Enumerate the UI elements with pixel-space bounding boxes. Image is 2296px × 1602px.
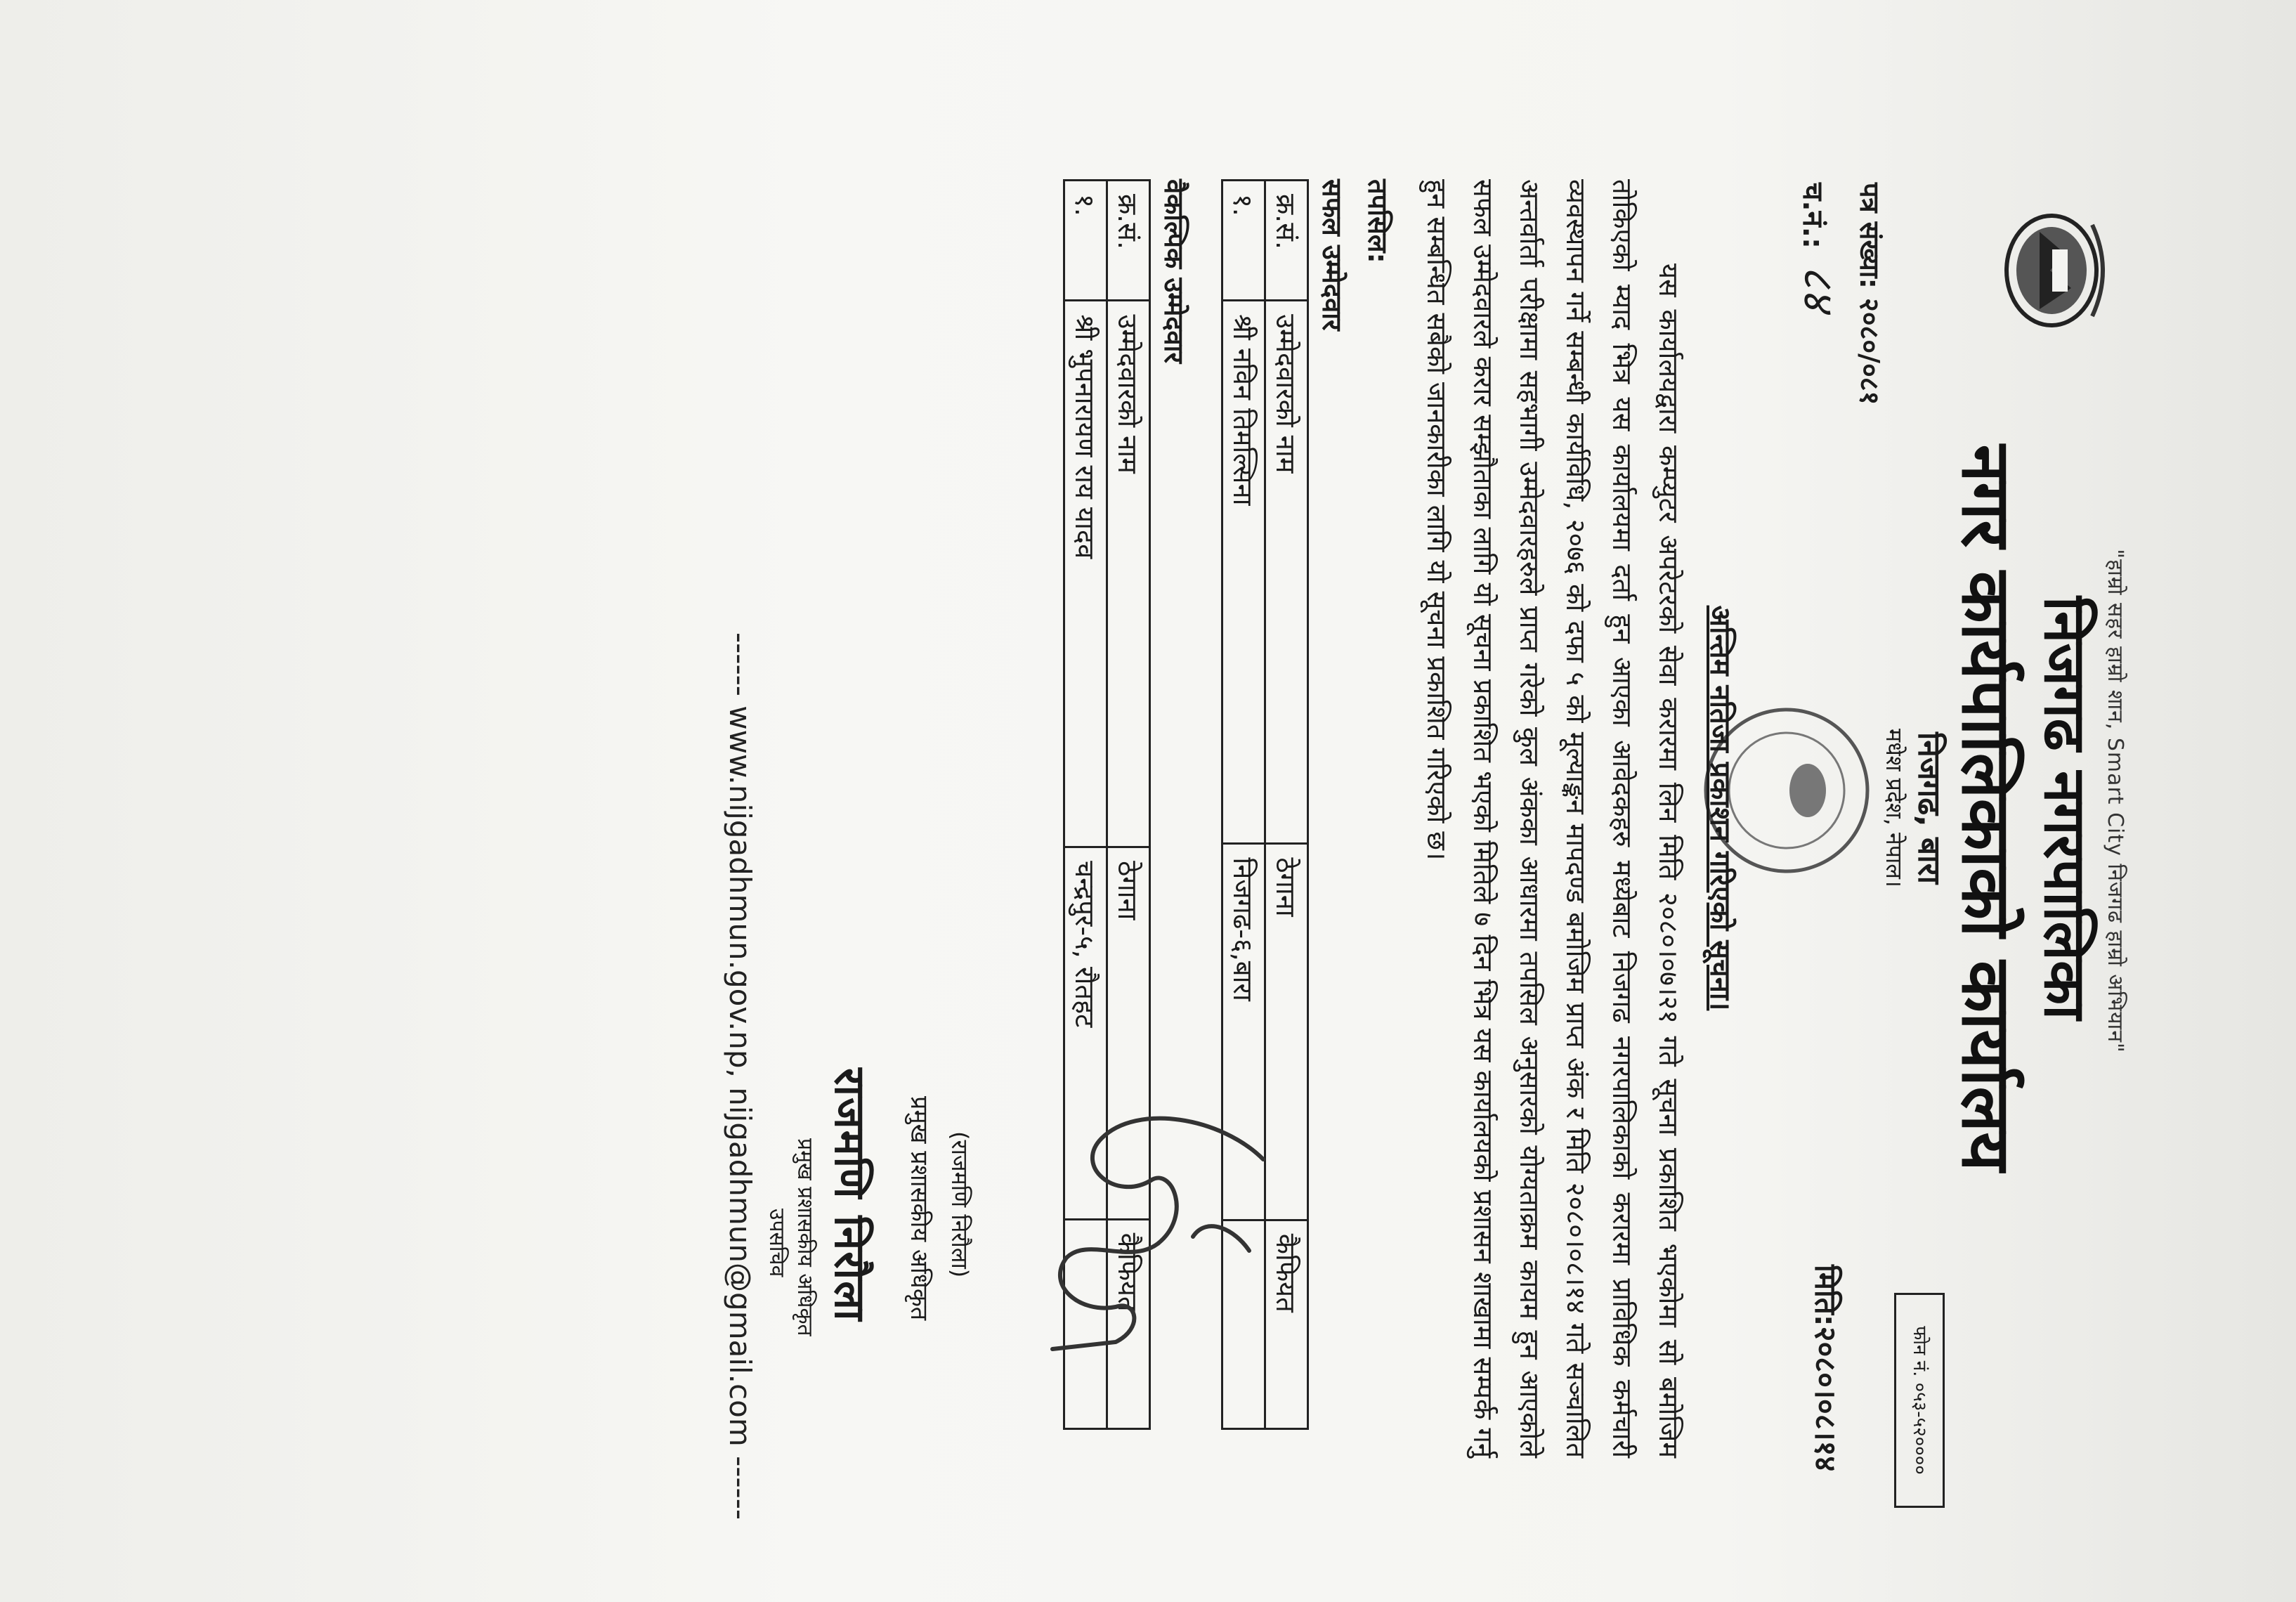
date: मिति:२०८०।०८।१४ xyxy=(1808,1265,1843,1472)
table-header-cell: ठेगाना xyxy=(1107,847,1150,1220)
reference-label: पत्र संख्या: xyxy=(1854,183,1885,289)
notice-subject xyxy=(1702,211,1741,1405)
notice-body: यस कार्यालयद्वारा कम्प्युटर अपरेटरको सेवा करारमा लिन मिति २०८०।०७।२१ गते सूचना प्रकाशित भएकोमा सो बमोजिम तोकिएको म्याद भित्र यस कार्यालयमा दर्ता हुन आएका आवेदकहरु मध्येबाट निजगढ नगरपालिकाको करारमा प्राविधिक कर्मचारी व्यवस्थापन गर्ने सम्बन्धी कार्यविधि, २०७६ को दफा ५ को मूल्याङ्कन मापदण्ड बमोजिम प्राप्त अंक र मिति २०८०।०८।१४ गते सञ्चालित अन्तर्वार्ता परीक्षामा सहभागी उम्मेदवारहरुले प्राप्त गरेको कुल अंकका आधारमा तपसिल अनुसारको योग्यताक्रम कायम हुन आएकोले सफल उम्मेदवारले करार सम्झौताका लागि यो सूचना प्रकाशित भएको मितिले ७ दिन भित्र यस कार्यालयको प्रशासन शाखामा सम्पर्क गर्नु हुन सम्बन्धित सबैको जानकारीका लागि यो सूचना प्रकाशित गरिएको छ। xyxy=(1421,179,1684,1458)
table-header-cell: उम्मेदवारको नाम xyxy=(1107,301,1150,847)
signature-stamp-name: राजमणि निरौला xyxy=(825,1068,874,1322)
phone-box: फोन नं. ०५३-५२०००० xyxy=(1894,1293,1945,1508)
details-heading: तपसिल: xyxy=(1362,179,1393,263)
dispatch-value: ८४ xyxy=(1793,265,1844,311)
table-header-cell: ठेगाना xyxy=(1265,844,1308,1220)
footer-contact: ------ www.nijgadhmun.gov.np, nijgadhmun@gmail.com ------ xyxy=(723,632,757,1520)
signatory-role: प्रमुख प्रशासकीय अधिकृत xyxy=(905,1096,933,1321)
table-cell: चन्द्रपुर-५, रौतहट xyxy=(1064,847,1107,1220)
table-header-cell: कैफियत xyxy=(1265,1220,1308,1428)
table-cell: श्री नविन तिमल्सिना xyxy=(1222,301,1265,844)
table-header-cell: कैफियत xyxy=(1107,1219,1150,1428)
signature-stamp-rank: उपसचिव xyxy=(764,1209,789,1277)
table-cell: श्री भुपनारायण राय यादव xyxy=(1064,301,1107,847)
table-header-cell: क्र.सं. xyxy=(1107,181,1150,301)
office-name: नगर कार्यपालिकाको कार्यालय xyxy=(1947,444,2026,1172)
table-cell: निजगढ-६,बारा xyxy=(1222,844,1265,1220)
dispatch-label: च.नं.: xyxy=(1796,183,1829,249)
notice-subject-text: अन्तिम नतिजा प्रकाशन गरिएको सूचना। xyxy=(1704,605,1736,1011)
alternate-candidates-title: वैकल्पिक उम्मेदवार xyxy=(1159,179,1189,364)
address-line1: निजगढ, बारा xyxy=(1911,732,1947,884)
dispatch-number xyxy=(1790,183,1849,311)
reference-value: २०८०/०८१ xyxy=(1854,298,1885,405)
table-header-cell: उम्मेदवारको नाम xyxy=(1265,301,1308,844)
signatory-name: (राजमणि निरौला) xyxy=(946,1131,973,1278)
municipality-name: निजगढ नगरपालिका xyxy=(2031,596,2098,1020)
handwritten-signature-icon xyxy=(982,1075,1277,1370)
table-cell: १. xyxy=(1064,181,1107,301)
motto: "हाम्रो सहर हाम्रो शान, Smart City निजगढ हाम्रो अभियान" xyxy=(2103,549,2127,1053)
successful-candidates-title: सफल उम्मेदवार xyxy=(1317,179,1348,331)
table-header-cell: क्र.सं. xyxy=(1265,181,1308,301)
reference-number xyxy=(1852,183,1889,405)
address-line2: मधेश प्रदेश, नेपाल। xyxy=(1881,728,1907,888)
table-cell: १. xyxy=(1222,181,1265,301)
signature-stamp-role: प्रमुख प्रशासकीय अधिकृत xyxy=(792,1138,817,1336)
